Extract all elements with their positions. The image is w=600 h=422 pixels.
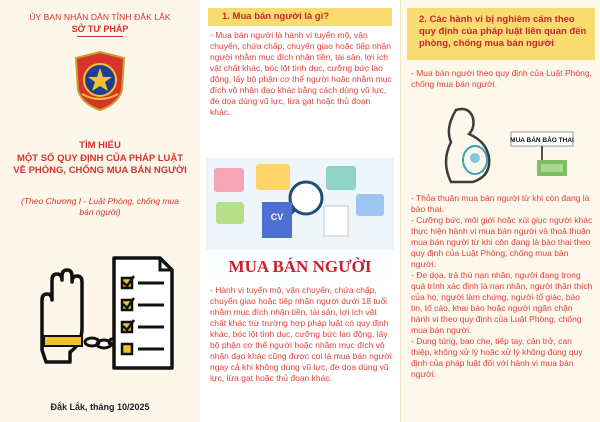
section2-heading: 2. Các hành vi bị nghiêm cấm theo quy định của pháp luật liên quan đến phòng, chống mua bán người [419, 14, 587, 49]
section2-item4: - Dung túng, bao che, tiếp tay, cản trở, can thiệp, không xử lý hoặc xử lý không đúng quy định của pháp luật đối với hành vi mua bán người. [411, 336, 583, 379]
hand-chain-checklist-icon [22, 240, 182, 380]
cover-panel [0, 0, 200, 422]
definition-panel [200, 0, 400, 422]
agency-name: ỦY BAN NHÂN DÂN TỈNH ĐẮK LẮK [29, 12, 171, 22]
section1-heading-box [208, 8, 392, 26]
date-place: Đắk Lắk, tháng 10/2025 [50, 402, 150, 412]
justice-emblem-icon [72, 50, 128, 112]
header-block [0, 12, 200, 37]
cover-subtitle: (Theo Chương I - Luật Phòng, chống mua bán người) [21, 196, 179, 217]
cover-title [8, 140, 192, 178]
poster-title: MUA BÁN NGƯỜI [228, 257, 372, 276]
prohibited-acts-panel [400, 0, 600, 422]
section2-item3: - Đe dọa, trả thù nạn nhân, người đang trong quá trình xác định là nạn nhân, người thân thích của họ, người làm chứng, người tố giác, báo tin, tố cáo, khai báo hoặc người ngăn chặn hành vi theo quy định của Luật Phòng, chống mua bán người. [411, 270, 593, 335]
section1-paragraph1: - Mua bán người là hành vi tuyển mộ, vận chuyển, chứa chấp, chuyển giao hoặc tiếp nhận người nhằm mục đích nhận tiền, tài sản, lợi ích vật chất khác, bóc lột tình dục, cưỡng bức lao động, lấy bộ phận cơ thể người hoặc nhằm mục đích vô nhân đạo khác bằng cách dùng vũ lực, đe dọa dùng vũ lực, lừa gạt hoặc thủ đoạn khác. [210, 30, 392, 117]
header-divider [77, 36, 123, 37]
section2-heading-box [407, 8, 595, 60]
department-name: SỞ TƯ PHÁP [71, 24, 129, 34]
human-trafficking-poster-image [206, 158, 394, 280]
section2-item2: - Cưỡng bức, môi giới hoặc xúi giục người khác thực hiện hành vi mua bán người và thoả thuận mua bán người từ khi còn đang là bào thai theo quy định của Luật Phòng, chống mua bán người. [411, 215, 593, 269]
section1-paragraph2: - Hành vi tuyển mộ, vận chuyển, chứa chấp, chuyển giao hoặc tiếp nhận người dưới 18 tuổi nhằm mục đích nhận tiền, tài sản, lợi ích vật chất khác trừ trường hợp pháp luật có quy định khác, bóc lột tình dục, cưỡng bức lao động, lấy bộ phận cơ thể người hoặc nhằm mục đích vô nhân đạo khác cũng được coi là mua bán người ngay cả khi không dùng vũ lực, đe dọa dùng vũ lực, lừa gạt hoặc thủ đoạn khác. [210, 285, 392, 383]
cover-title-line2: MỘT SỐ QUY ĐỊNH CỦA PHÁP LUẬT [16, 152, 184, 164]
section1-heading: 1. Mua bán người là gì? [222, 11, 330, 22]
section2-item1: - Thỏa thuận mua bán người từ khi còn đang là bào thai. [411, 193, 590, 214]
cover-title-line1: TÌM HIỂU [79, 140, 121, 151]
cover-title-line3: VỀ PHÒNG, CHỐNG MUA BÁN NGƯỜI [13, 165, 187, 176]
section2-paragraph1: - Mua bán người theo quy định của Luật Phòng, chống mua bán người. [411, 68, 592, 89]
sign-text: MUA BÁN BÀO THAI [510, 137, 574, 144]
section2-list [411, 193, 593, 380]
pregnant-woman-sign-image [411, 98, 581, 188]
poster-cv-label: CV [270, 212, 284, 222]
